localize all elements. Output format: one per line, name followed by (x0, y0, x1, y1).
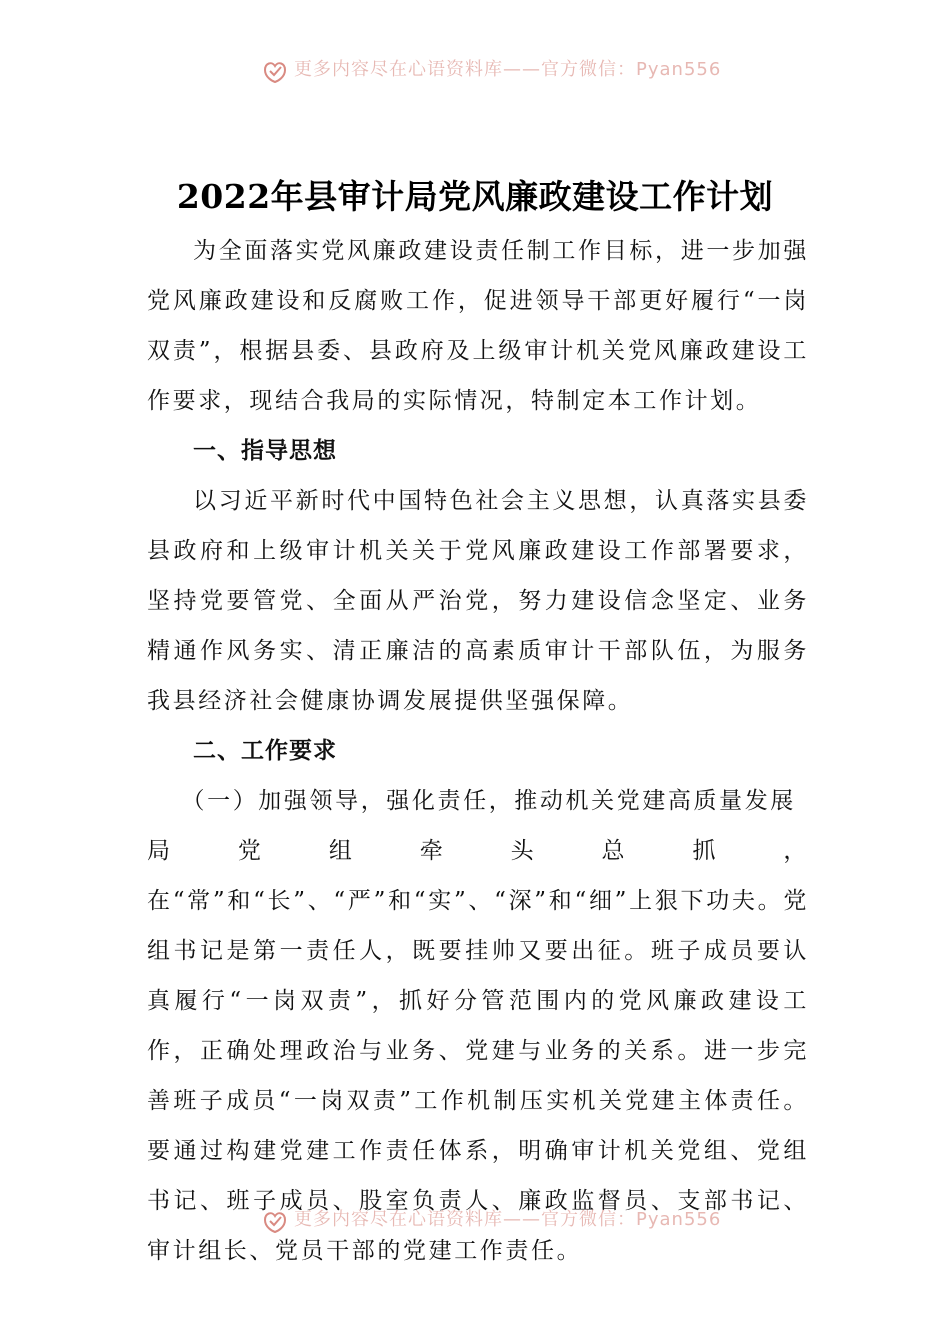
watermark-footer (262, 1208, 742, 1234)
watermark-text: 更多内容尽在心语资料库——官方微信：Pyan556 (294, 59, 722, 80)
guiding-ideology-paragraph: 以习近平新时代中国特色社会主义思想，认真落实县委县政府和上级审计机关关于党风廉政建设工作部署要求，坚持党要管党、全面从严治党，努力建设信念坚定、业务精通作风务实、清正廉洁的高素质审计干部队伍，为服务我县经济社会健康协调发展提供坚强保障。 (147, 488, 809, 714)
watermark-text: 更多内容尽在心语资料库——官方微信：Pyan556 (294, 1209, 722, 1230)
subsection-paragraph: 局党组牵头总抓，在“常”和“长”、“严”和“实”、“深”和“细”上狠下功夫。党组书记是第一责任人，既要挂帅又要出征。班子成员要认真履行“一岗双责”，抓好分管范围内的党风廉政建设工作，正确处理政治与业务、党建与业务的关系。进一步完善班子成员“一岗双责”工作机制压实机关党建主体责任。要通过构建党建工作责任体系，明确审计机关党组、党组书记、班子成员、股室负责人、廉政监督员、支部书记、审计组长、党员干部的党建工作责任。 (147, 838, 809, 1264)
subsection-title: （一）加强领导，强化责任，推动机关党建高质量发展 (181, 788, 796, 814)
document-title: 2022年县审计局党风廉政建设工作计划 (176, 177, 774, 216)
document-body (147, 226, 809, 1276)
brand-logo-icon (262, 1208, 288, 1234)
brand-logo-icon (262, 58, 288, 84)
section-heading-guiding-ideology: 一、指导思想 (193, 438, 337, 464)
watermark-header (262, 58, 742, 84)
intro-paragraph: 为全面落实党风廉政建设责任制工作目标，进一步加强党风廉政建设和反腐败工作，促进领导干部更好履行“一岗双责”，根据县委、县政府及上级审计机关党风廉政建设工作要求，现结合我局的实际情况，特制定本工作计划。 (147, 238, 809, 414)
section-heading-work-requirements: 二、工作要求 (193, 738, 337, 764)
